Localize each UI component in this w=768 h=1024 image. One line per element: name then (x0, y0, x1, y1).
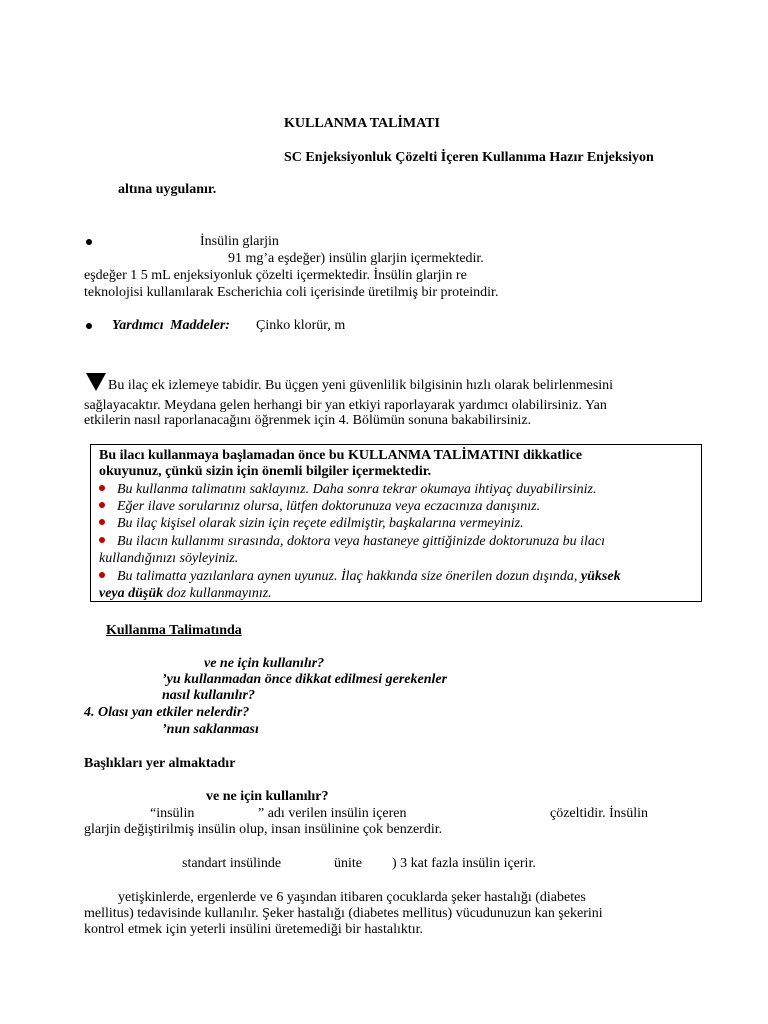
contents-footer: Başlıkları yer almaktadır (84, 756, 236, 771)
section1-line1-b: ” adı verilen insülin içeren (258, 806, 407, 821)
excipients-label: Yardımcı Maddeler: (112, 318, 230, 333)
active-substance-line3: eşdeğer 1 5 mL enjeksiyonluk çözelti içermektedir. İnsülin glarjin re (84, 268, 467, 283)
bullet-dot-icon (86, 239, 92, 245)
contents-item1: ve ne için kullanılır? (204, 656, 325, 671)
section1-line4: yetişkinlerde, ergenlerde ve 6 yaşından itibaren çocuklarda şeker hastalığı (diabetes (118, 890, 586, 905)
warning-intro-line2: okuyunuz, çünkü sizin için önemli bilgiler içermektedir. (99, 464, 432, 479)
section1-line2: glarjin değiştirilmiş insülin olup, insan insülinine çok benzerdir. (84, 822, 443, 837)
warning-item: Bu kullanma talimatını saklayınız. Daha sonra tekrar okumaya ihtiyaç duyabilirsiniz. (99, 482, 596, 498)
section1-line3-c: ) 3 kat fazla insülin içerir. (392, 856, 536, 871)
section1-line3-b: ünite (334, 856, 362, 871)
red-bullet-icon (99, 519, 105, 525)
warning-item: Bu talimatta yazılanlara aynen uyunuz. İlaç hakkında size önerilen dozun dışında, yüksek (99, 569, 621, 585)
monitoring-line1: Bu ilaç ek izlemeye tabidir. Bu üçgen yeni güvenlilik bilgisinin hızlı olarak belirlenmesini (108, 378, 614, 393)
contents-item3: nasıl kullanılır? (162, 688, 255, 703)
active-substance-label: İnsülin glarjin (200, 234, 279, 249)
document-title: KULLANMA TALİMATI (284, 116, 440, 131)
warning-item-continuation: kullandığınızı söyleyiniz. (99, 551, 239, 566)
warning-item-continuation: veya düşük doz kullanmayınız. (99, 586, 272, 601)
contents-item2: ’yu kullanmadan önce dikkat edilmesi gerekenler (162, 672, 448, 687)
section1-line6: kontrol etmek için yeterli insülini üretemediği bir hastalıktır. (84, 922, 424, 937)
section1-line5: mellitus) tedavisinde kullanılır. Şeker hastalığı (diabetes mellitus) vücudunuzun kan şekerini (84, 906, 603, 921)
monitoring-line2: sağlayacaktır. Meydana gelen herhangi bir yan etkiyi raporlayarak yardımcı olabilirsiniz. Yan (84, 398, 607, 413)
red-bullet-icon (99, 485, 105, 491)
warning-intro-line1: Bu ilacı kullanmaya başlamadan önce bu KULLANMA TALİMATINI dikkatlice (99, 448, 583, 463)
section1-line3-a: standart insülinde (182, 856, 282, 871)
section1-line1-c: çözeltidir. İnsülin (550, 806, 648, 821)
red-bullet-icon (99, 502, 105, 508)
document-subtitle: SC Enjeksiyonluk Çözelti İçeren Kullanıma Hazır Enjeksiyon (284, 150, 654, 165)
monitoring-line3: etkilerin nasıl raporlanacağını öğrenmek için 4. Bölümün sonuna bakabilirsiniz. (84, 413, 532, 428)
red-bullet-icon (99, 537, 105, 543)
warning-box (90, 444, 702, 602)
active-substance-line2: 91 mg’a eşdeğer) insülin glarjin içermektedir. (228, 251, 484, 266)
bullet-dot-icon (86, 323, 92, 329)
section1-line1-a: “insülin (150, 806, 195, 821)
active-substance-line4: teknolojisi kullanılarak Escherichia coli içerisinde üretilmiş bir proteindir. (84, 285, 499, 300)
black-triangle-icon (86, 373, 106, 391)
section1-heading: ve ne için kullanılır? (206, 789, 329, 804)
apply-line: altına uygulanır. (118, 182, 217, 197)
excipients-value: Çinko klorür, m (256, 318, 346, 333)
warning-item: Eğer ilave sorularınız olursa, lütfen doktorunuza veya eczacınıza danışınız. (99, 499, 540, 515)
red-bullet-icon (99, 572, 105, 578)
contents-item4: 4. Olası yan etkiler nelerdir? (84, 705, 250, 720)
warning-item: Bu ilacın kullanımı sırasında, doktora veya hastaneye gittiğinizde doktorunuza bu ilacı (99, 534, 605, 550)
warning-item: Bu ilaç kişisel olarak sizin için reçete edilmiştir, başkalarına vermeyiniz. (99, 516, 524, 532)
contents-heading: Kullanma Talimatında (106, 623, 242, 638)
contents-item5: ’nun saklanması (162, 722, 259, 737)
